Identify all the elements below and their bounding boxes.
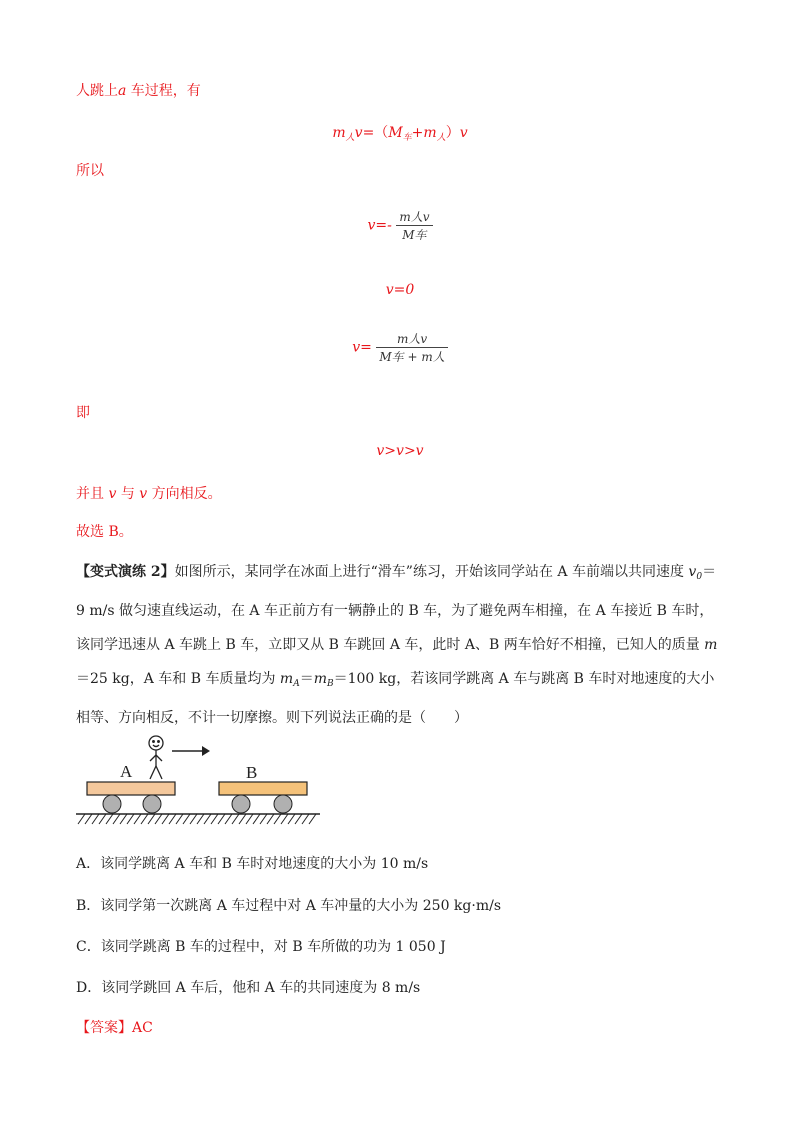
equation-momentum: $m_人v=(M_车+m_人)v$ bbox=[332, 125, 468, 143]
cart-a-wheel bbox=[143, 795, 161, 813]
problem-text: 【变式演练 2】如图所示，某同学在冰面上进行“滑车”练习，开始该同学站在 A 车前端以共同速度 $v_0=9$ m/s 做匀速直线运动，在 A 车正前方有一辆静止的 B 车，为了避免两车相撞，在 A 车接近 B 车时，该同学迅速从 A 车跳上 B 车，立即又从 B 车跳回 A 车，此时 A、B 两车恰好不相撞，已知人的质量 m＝25 kg，A 车和 B 车质量均为 $m_A=m_B=100$ kg，若该同学跳离 A 车与跳离 B 车时对地速度的大小相等、方向相反，不计一切摩擦。则下列说法正确的是（ ） bbox=[76, 564, 718, 726]
cart-a-body bbox=[87, 782, 175, 795]
solution-conclusion: 故选 B。 bbox=[76, 524, 133, 540]
cart-a-wheel bbox=[103, 795, 121, 813]
arrow-right-icon bbox=[172, 746, 210, 756]
carts-figure bbox=[74, 730, 324, 830]
answer-value: AC bbox=[132, 1020, 153, 1036]
option-b[interactable]: B．该同学第一次跳离 A 车过程中对 A 车冲量的大小为 250 kg·m/s bbox=[76, 898, 502, 914]
answer bbox=[76, 1017, 153, 1037]
solution-ji: 即 bbox=[76, 405, 90, 421]
option-a[interactable]: A．该同学跳离 A 车和 B 车时对地速度的大小为 10 m/s bbox=[76, 856, 429, 872]
problem-tag: 【变式演练 2】 bbox=[76, 564, 175, 580]
label-cart-a: A bbox=[120, 762, 133, 781]
equation-zero: v=0 bbox=[385, 282, 415, 298]
cart-b-wheel bbox=[274, 795, 292, 813]
solution-suoyi: 所以 bbox=[76, 163, 104, 179]
cart-b-body bbox=[219, 782, 307, 795]
equation-fraction-2: v= $\frac{\text{m人v}}{\text{M车 + m人}}$ bbox=[0, 330, 800, 365]
answer-label: 【答案】 bbox=[76, 1020, 132, 1036]
person-figure bbox=[149, 736, 163, 779]
equation-fraction-1: v=- $\frac{\text{m人v}}{\text{M车}}$ bbox=[0, 208, 800, 243]
option-c[interactable]: C．该同学跳离 B 车的过程中，对 B 车所做的功为 1 050 J bbox=[76, 939, 446, 955]
label-cart-b: B bbox=[246, 763, 258, 782]
solution-direction: 并且 v 与 v 方向相反。 bbox=[76, 486, 222, 502]
equation-inequality: v>v>v bbox=[376, 443, 424, 459]
solution-line-jump: 人跳上a 车过程，有 bbox=[76, 83, 201, 99]
ground-hatch bbox=[78, 814, 316, 824]
cart-b-wheel bbox=[232, 795, 250, 813]
option-d[interactable]: D．该同学跳回 A 车后，他和 A 车的共同速度为 8 m/s bbox=[76, 980, 421, 996]
